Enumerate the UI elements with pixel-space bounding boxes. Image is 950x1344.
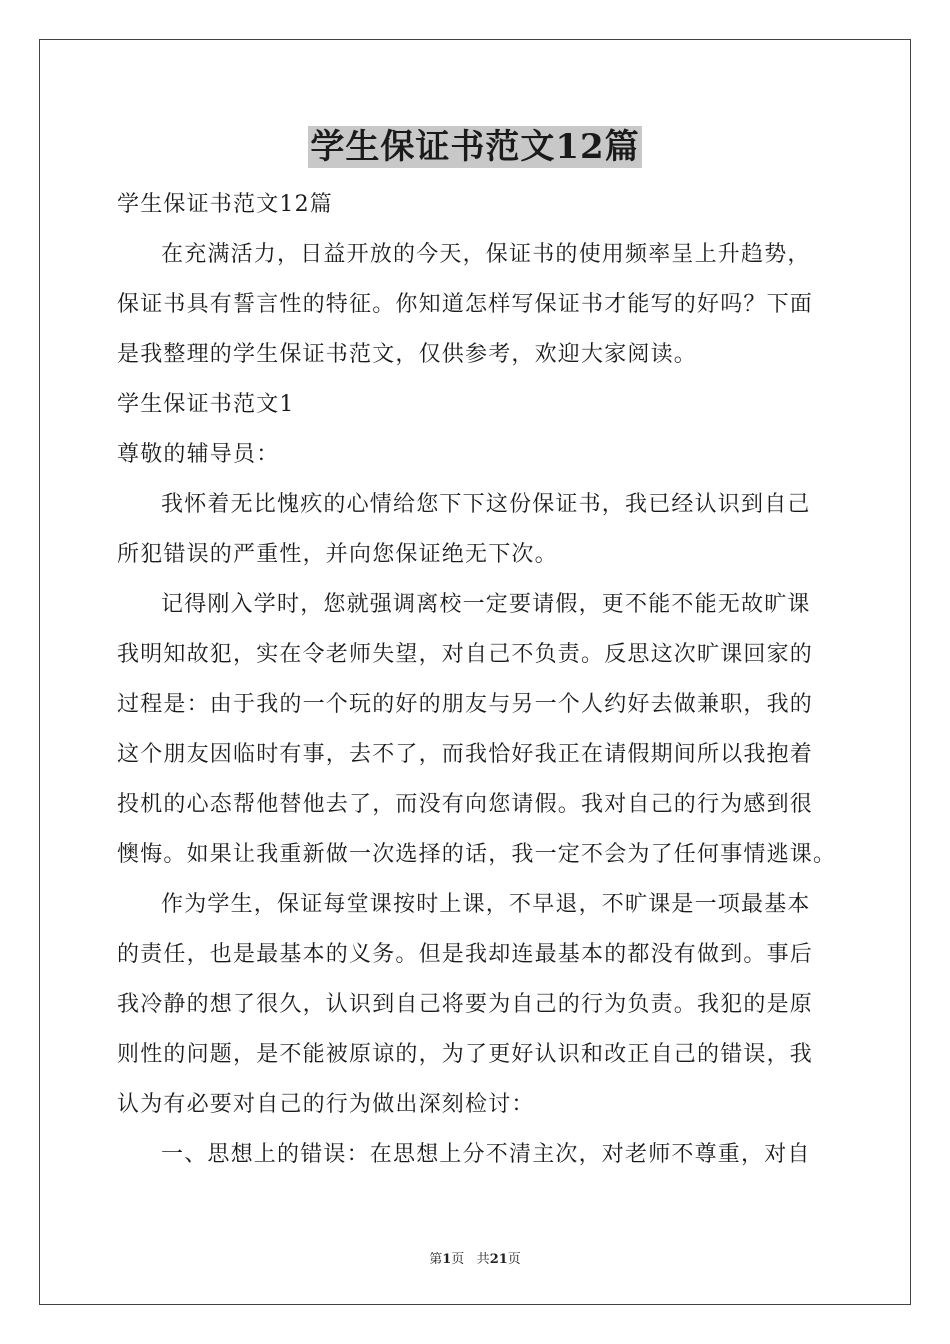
text-line: 则性的问题，是不能被原谅的，为了更好认识和改正自己的错误，我 (117, 1042, 814, 1067)
text-line: 的责任，也是最基本的义务。但是我却连最基本的都没有做到。事后 (117, 942, 814, 967)
text-line: 我怀着无比愧疚的心情给您下下这份保证书，我已经认识到自己 (161, 492, 811, 517)
total-pages: 21 (489, 1252, 508, 1267)
text-line: 尊敬的辅导员： (117, 442, 280, 467)
text-line: 记得刚入学时，您就强调离校一定要请假，更不能不能无故旷课 (161, 592, 811, 617)
total-prefix: 共 (476, 1252, 490, 1267)
text-line: 认为有必要对自己的行为做出深刻检讨： (117, 1092, 535, 1117)
text-line: 是我整理的学生保证书范文，仅供参考，欢迎大家阅读。 (117, 342, 698, 367)
title-area (0, 126, 950, 168)
document-body (117, 180, 837, 1180)
total-suffix: 页 (507, 1252, 521, 1267)
text-line: 投机的心态帮他替他去了，而没有向您请假。我对自己的行为感到很 (117, 792, 814, 817)
text-line: 一、思想上的错误：在思想上分不清主次，对老师不尊重，对自 (161, 1142, 811, 1167)
text-line: 保证书具有誓言性的特征。你知道怎样写保证书才能写的好吗？下面 (117, 292, 814, 317)
page-prefix: 第 (429, 1252, 443, 1267)
page-footer (0, 1248, 950, 1267)
text-line: 学生保证书范文1 (117, 392, 295, 417)
page-number: 1 (442, 1252, 452, 1267)
text-line: 我冷静的想了很久，认识到自己将要为自己的行为负责。我犯的是原 (117, 992, 814, 1017)
text-line: 学生保证书范文12篇 (117, 192, 333, 217)
text-line: 懊悔。如果让我重新做一次选择的话，我一定不会为了任何事情逃课。 (117, 842, 837, 867)
text-line: 这个朋友因临时有事，去不了，而我恰好我正在请假期间所以我抱着 (117, 742, 814, 767)
text-line: 我明知故犯，实在令老师失望，对自己不负责。反思这次旷课回家的 (117, 642, 814, 667)
page-suffix: 页 (451, 1252, 465, 1267)
text-line: 作为学生，保证每堂课按时上课，不早退，不旷课是一项最基本 (161, 892, 811, 917)
page-title: 学生保证书范文12篇 (310, 127, 640, 167)
text-line: 过程是：由于我的一个玩的好的朋友与另一个人约好去做兼职，我的 (117, 692, 814, 717)
text-line: 所犯错误的严重性，并向您保证绝无下次。 (117, 542, 558, 567)
text-line: 在充满活力，日益开放的今天，保证书的使用频率呈上升趋势， (161, 242, 811, 267)
